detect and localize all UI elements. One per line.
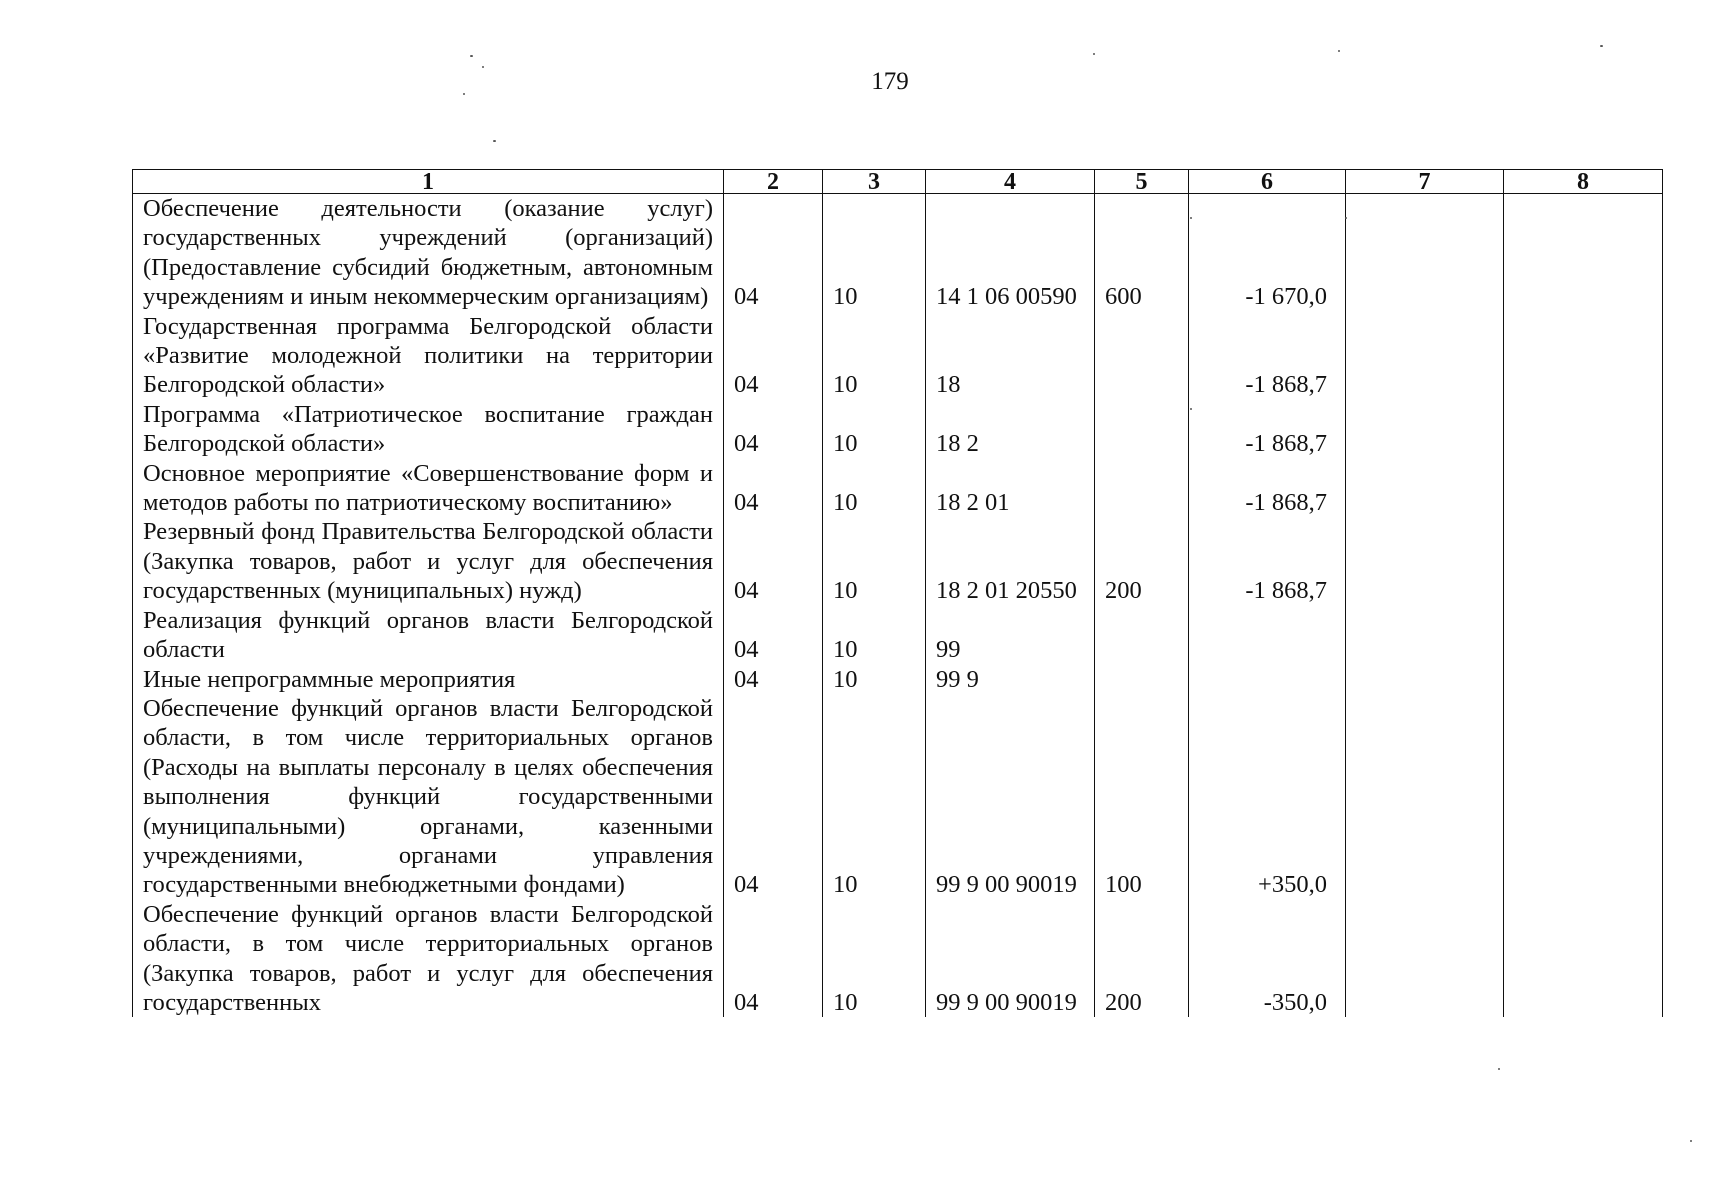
table-row xyxy=(133,694,1663,900)
header-col-7: 7 xyxy=(1346,170,1504,194)
row-col7 xyxy=(1346,517,1504,605)
row-subsection: 10 xyxy=(823,665,926,694)
row-amount: -1 670,0 xyxy=(1189,194,1346,312)
row-section: 04 xyxy=(724,400,823,459)
row-col7 xyxy=(1346,459,1504,518)
row-col7 xyxy=(1346,606,1504,665)
row-amount: -1 868,7 xyxy=(1189,459,1346,518)
row-target: 14 1 06 00590 xyxy=(926,194,1095,312)
scan-speck xyxy=(1190,408,1192,410)
budget-table xyxy=(132,169,1663,1017)
scan-speck xyxy=(1498,1068,1500,1070)
row-name: Программа «Патриотическое воспитание граждан Белгородской области» xyxy=(133,400,724,459)
row-col8 xyxy=(1504,459,1663,518)
row-col8 xyxy=(1504,606,1663,665)
table-row xyxy=(133,312,1663,400)
row-name: Резервный фонд Правительства Белгородской области (Закупка товаров, работ и услуг для обеспечения государственных (муниципальных) нужд) xyxy=(133,517,724,605)
row-col8 xyxy=(1504,665,1663,694)
row-col7 xyxy=(1346,694,1504,900)
row-section: 04 xyxy=(724,312,823,400)
row-col7 xyxy=(1346,194,1504,312)
table-row xyxy=(133,606,1663,665)
scan-speck xyxy=(1345,217,1347,219)
row-amount: -1 868,7 xyxy=(1189,400,1346,459)
header-col-2: 2 xyxy=(724,170,823,194)
row-amount: -1 868,7 xyxy=(1189,312,1346,400)
row-name: Государственная программа Белгородской области «Развитие молодежной политики на территории Белгородской области» xyxy=(133,312,724,400)
row-subsection: 10 xyxy=(823,606,926,665)
row-expense-type: 100 xyxy=(1095,694,1189,900)
scan-speck xyxy=(1190,217,1192,219)
page-number: 179 xyxy=(871,68,909,95)
header-col-4: 4 xyxy=(926,170,1095,194)
row-target: 18 2 01 xyxy=(926,459,1095,518)
row-expense-type xyxy=(1095,606,1189,665)
table-row xyxy=(133,665,1663,694)
row-col7 xyxy=(1346,900,1504,1018)
scan-speck xyxy=(470,55,473,57)
row-expense-type: 200 xyxy=(1095,900,1189,1018)
row-expense-type: 200 xyxy=(1095,517,1189,605)
row-col8 xyxy=(1504,194,1663,312)
table-row xyxy=(133,400,1663,459)
row-col8 xyxy=(1504,694,1663,900)
row-subsection: 10 xyxy=(823,459,926,518)
row-section: 04 xyxy=(724,194,823,312)
row-subsection: 10 xyxy=(823,312,926,400)
header-col-5: 5 xyxy=(1095,170,1189,194)
row-target: 99 9 00 90019 xyxy=(926,900,1095,1018)
row-name: Иные непрограммные мероприятия xyxy=(133,665,724,694)
row-col8 xyxy=(1504,900,1663,1018)
row-expense-type xyxy=(1095,459,1189,518)
row-expense-type xyxy=(1095,312,1189,400)
scan-speck xyxy=(482,66,484,68)
row-section: 04 xyxy=(724,517,823,605)
scan-speck xyxy=(1338,50,1340,52)
row-target: 18 2 xyxy=(926,400,1095,459)
row-subsection: 10 xyxy=(823,900,926,1018)
row-amount: -1 868,7 xyxy=(1189,517,1346,605)
row-amount xyxy=(1189,606,1346,665)
row-target: 99 9 00 90019 xyxy=(926,694,1095,900)
row-section: 04 xyxy=(724,694,823,900)
table-row xyxy=(133,194,1663,312)
row-target: 99 xyxy=(926,606,1095,665)
header-col-6: 6 xyxy=(1189,170,1346,194)
row-name: Обеспечение функций органов власти Белгородской области, в том числе территориальных органов (Закупка товаров, работ и услуг для обеспечения государственных xyxy=(133,900,724,1018)
row-target: 18 xyxy=(926,312,1095,400)
row-col7 xyxy=(1346,665,1504,694)
scan-speck xyxy=(463,93,465,95)
row-expense-type xyxy=(1095,665,1189,694)
row-subsection: 10 xyxy=(823,400,926,459)
table-row xyxy=(133,900,1663,1018)
row-subsection: 10 xyxy=(823,194,926,312)
table-row xyxy=(133,459,1663,518)
row-section: 04 xyxy=(724,665,823,694)
header-row xyxy=(133,170,1663,194)
row-col7 xyxy=(1346,312,1504,400)
row-section: 04 xyxy=(724,459,823,518)
row-target: 18 2 01 20550 xyxy=(926,517,1095,605)
row-name: Основное мероприятие «Совершенствование форм и методов работы по патриотическому воспитанию» xyxy=(133,459,724,518)
row-expense-type: 600 xyxy=(1095,194,1189,312)
row-col8 xyxy=(1504,400,1663,459)
row-expense-type xyxy=(1095,400,1189,459)
row-col7 xyxy=(1346,400,1504,459)
row-name: Реализация функций органов власти Белгородской области xyxy=(133,606,724,665)
scan-speck xyxy=(1093,53,1095,55)
row-amount: -350,0 xyxy=(1189,900,1346,1018)
header-col-3: 3 xyxy=(823,170,926,194)
row-section: 04 xyxy=(724,606,823,665)
row-col8 xyxy=(1504,312,1663,400)
scan-speck xyxy=(1690,1140,1692,1142)
row-subsection: 10 xyxy=(823,517,926,605)
row-section: 04 xyxy=(724,900,823,1018)
row-name: Обеспечение деятельности (оказание услуг) государственных учреждений (организаций) (Предоставление субсидий бюджетным, автономным учреждениям и иным некоммерческим организациям) xyxy=(133,194,724,312)
row-target: 99 9 xyxy=(926,665,1095,694)
row-amount xyxy=(1189,665,1346,694)
row-amount: +350,0 xyxy=(1189,694,1346,900)
header-col-1: 1 xyxy=(133,170,724,194)
scan-speck xyxy=(493,140,496,142)
table-row xyxy=(133,517,1663,605)
row-subsection: 10 xyxy=(823,694,926,900)
row-name: Обеспечение функций органов власти Белгородской области, в том числе территориальных органов (Расходы на выплаты персоналу в целях обеспечения выполнения функций государственными (муниципальными) органами, казенными учреждениями, органами управления государственными внебюджетными фондами) xyxy=(133,694,724,900)
header-col-8: 8 xyxy=(1504,170,1663,194)
scan-speck xyxy=(1600,45,1603,47)
row-col8 xyxy=(1504,517,1663,605)
